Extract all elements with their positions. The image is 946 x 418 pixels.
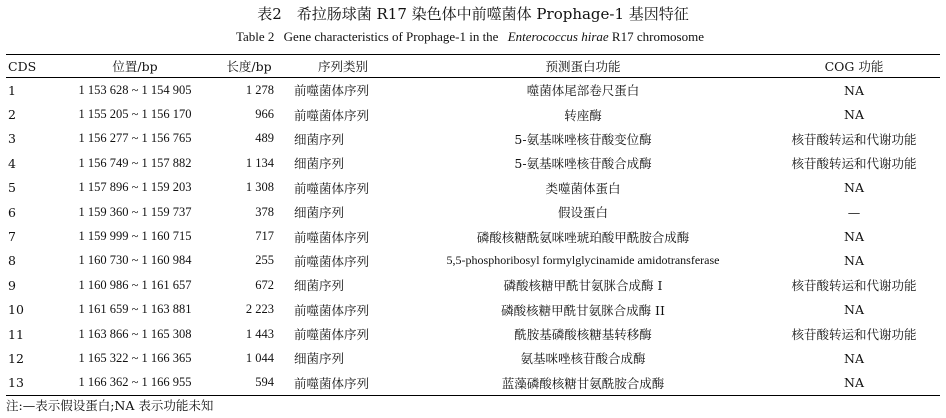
table-row bbox=[6, 249, 940, 273]
cell-position: 1 165 322 ~ 1 166 365 bbox=[78, 350, 192, 365]
header-length: 长度/bp bbox=[226, 59, 272, 74]
cell-function: 5,5-phosphoribosyl formylglycinamide amidotransferase bbox=[446, 253, 720, 268]
cell-cds: 5 bbox=[8, 180, 16, 196]
table-row bbox=[6, 322, 940, 346]
cell-type: 前噬菌体序列 bbox=[294, 229, 370, 245]
gene-table bbox=[6, 54, 940, 396]
cell-cds: 4 bbox=[8, 155, 16, 171]
cell-cog: NA bbox=[844, 107, 864, 123]
cell-cog: 核苷酸转运和代谢功能 bbox=[791, 278, 917, 294]
table-row bbox=[6, 200, 940, 224]
cell-type: 前噬菌体序列 bbox=[294, 327, 370, 343]
cell-type: 细菌序列 bbox=[294, 156, 345, 172]
table-body bbox=[6, 78, 940, 396]
cell-length: 2 223 bbox=[245, 302, 274, 317]
table-footnote: 注:—表示假设蛋白;NA 表示功能未知 bbox=[6, 398, 214, 413]
cell-length: 672 bbox=[255, 277, 274, 292]
cell-position: 1 153 628 ~ 1 154 905 bbox=[78, 82, 192, 97]
cell-position: 1 157 896 ~ 1 159 203 bbox=[78, 180, 192, 195]
cell-length: 966 bbox=[255, 107, 274, 122]
cell-cog: NA bbox=[844, 350, 864, 366]
cell-type: 前噬菌体序列 bbox=[294, 375, 370, 391]
cell-cog: 核苷酸转运和代谢功能 bbox=[791, 131, 917, 147]
cell-function: 转座酶 bbox=[564, 107, 602, 123]
table-row bbox=[6, 224, 940, 248]
cell-function: 磷酸核糖甲酰甘氨脒合成酶 I bbox=[503, 278, 663, 294]
table-title-english bbox=[0, 28, 946, 46]
header-type: 序列类别 bbox=[317, 59, 368, 74]
cell-length: 1 044 bbox=[245, 350, 274, 365]
cell-length: 1 278 bbox=[245, 82, 274, 97]
cell-length: 1 443 bbox=[245, 326, 274, 341]
cell-cog: NA bbox=[844, 253, 864, 269]
header-cog: COG 功能 bbox=[824, 59, 884, 74]
cell-cog: — bbox=[847, 204, 861, 220]
cell-type: 细菌序列 bbox=[294, 278, 345, 294]
table-label: Table 2 bbox=[235, 29, 275, 44]
cell-length: 1 134 bbox=[245, 155, 274, 170]
cell-cds: 8 bbox=[8, 253, 16, 269]
cell-cds: 7 bbox=[8, 229, 16, 245]
cell-length: 594 bbox=[255, 375, 274, 390]
cell-position: 1 161 659 ~ 1 163 881 bbox=[78, 302, 192, 317]
cell-function: 5-氨基咪唑核苷酸变位酶 bbox=[514, 131, 652, 147]
cell-function: 氨基咪唑核苷酸合成酶 bbox=[520, 351, 646, 367]
cell-function: 假设蛋白 bbox=[557, 205, 608, 221]
cell-position: 1 156 749 ~ 1 157 882 bbox=[78, 155, 192, 170]
cell-cds: 12 bbox=[8, 350, 24, 366]
cell-cds: 9 bbox=[8, 277, 16, 293]
cell-length: 378 bbox=[255, 204, 274, 219]
cell-cds: 1 bbox=[8, 82, 16, 98]
header-cds: CDS bbox=[8, 58, 37, 74]
cell-position: 1 159 999 ~ 1 160 715 bbox=[78, 229, 192, 244]
cell-length: 255 bbox=[255, 253, 274, 268]
cell-cds: 13 bbox=[8, 375, 24, 391]
cell-type: 前噬菌体序列 bbox=[294, 253, 370, 269]
cell-position: 1 156 277 ~ 1 156 765 bbox=[78, 131, 192, 146]
cell-cds: 11 bbox=[8, 326, 24, 342]
table-row bbox=[6, 273, 940, 297]
header-position: 位置/bp bbox=[112, 59, 158, 74]
table-row bbox=[6, 176, 940, 200]
cell-cds: 2 bbox=[8, 107, 16, 123]
cell-length: 489 bbox=[255, 131, 274, 146]
cell-function: 噬菌体尾部卷尺蛋白 bbox=[526, 83, 640, 99]
cell-position: 1 159 360 ~ 1 159 737 bbox=[78, 204, 192, 219]
table-row bbox=[6, 127, 940, 151]
cell-cog: NA bbox=[844, 229, 864, 245]
cell-function: 5-氨基咪唑核苷酸合成酶 bbox=[514, 156, 652, 172]
cell-cds: 6 bbox=[8, 204, 16, 220]
cell-length: 1 308 bbox=[245, 180, 274, 195]
table-header-row bbox=[6, 55, 940, 78]
title-suffix: R17 chromosome bbox=[611, 29, 704, 44]
cell-length: 717 bbox=[255, 229, 274, 244]
table-row bbox=[6, 102, 940, 126]
cell-type: 前噬菌体序列 bbox=[294, 107, 370, 123]
cell-position: 1 160 730 ~ 1 160 984 bbox=[78, 253, 192, 268]
cell-position: 1 166 362 ~ 1 166 955 bbox=[78, 375, 192, 390]
cell-type: 细菌序列 bbox=[294, 205, 345, 221]
header-function: 预测蛋白功能 bbox=[545, 59, 621, 74]
table-title-chinese: 表2 希拉肠球菌 R17 染色体中前噬菌体 Prophage-1 基因特征 bbox=[257, 5, 689, 23]
cell-position: 1 160 986 ~ 1 161 657 bbox=[78, 277, 192, 292]
cell-type: 前噬菌体序列 bbox=[294, 180, 370, 196]
cell-cog: NA bbox=[844, 82, 864, 98]
cell-type: 前噬菌体序列 bbox=[294, 83, 370, 99]
cell-cog: 核苷酸转运和代谢功能 bbox=[791, 156, 917, 172]
table-row bbox=[6, 78, 940, 103]
cell-cog: NA bbox=[844, 302, 864, 318]
table-row bbox=[6, 298, 940, 322]
cell-cog: NA bbox=[844, 375, 864, 391]
cell-cds: 3 bbox=[8, 131, 16, 147]
cell-function: 酰胺基磷酸核糖基转移酶 bbox=[514, 327, 652, 343]
cell-function: 磷酸核糖甲酰甘氨脒合成酶 II bbox=[501, 302, 665, 318]
table-row bbox=[6, 151, 940, 175]
cell-cds: 10 bbox=[8, 302, 24, 318]
cell-type: 细菌序列 bbox=[294, 131, 345, 147]
title-prefix: Gene characteristics of Prophage-1 in the bbox=[283, 29, 499, 44]
species-name: Enterococcus hirae bbox=[507, 29, 609, 44]
cell-function: 磷酸核糖酰氨咪唑琥珀酸甲酰胺合成酶 bbox=[476, 229, 690, 245]
cell-type: 前噬菌体序列 bbox=[294, 302, 370, 318]
table-row bbox=[6, 371, 940, 396]
cell-type: 细菌序列 bbox=[294, 351, 345, 367]
cell-function: 蓝藻磷酸核糖甘氨酰胺合成酶 bbox=[501, 375, 665, 391]
table-row bbox=[6, 346, 940, 370]
cell-position: 1 155 205 ~ 1 156 170 bbox=[78, 107, 192, 122]
cell-position: 1 163 866 ~ 1 165 308 bbox=[78, 326, 192, 341]
cell-function: 类噬菌体蛋白 bbox=[545, 180, 621, 196]
cell-cog: NA bbox=[844, 180, 864, 196]
cell-cog: 核苷酸转运和代谢功能 bbox=[791, 327, 917, 343]
